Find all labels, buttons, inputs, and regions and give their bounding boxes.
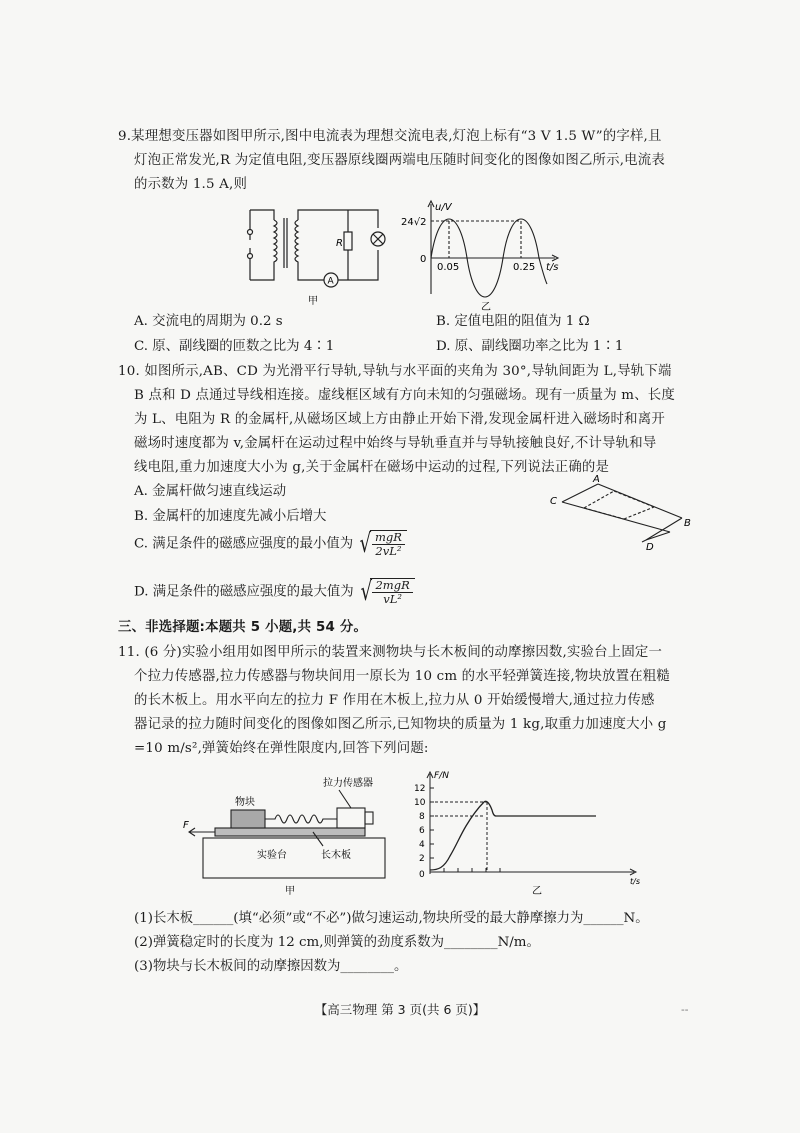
q10-option-d	[134, 578, 415, 606]
q9-option-d: D. 原、副线圈功率之比为 1∶1	[436, 339, 624, 354]
force-sensor	[337, 808, 365, 828]
terminal-top	[248, 230, 253, 235]
origin-label: 0	[420, 254, 427, 265]
sqrt-icon: √	[360, 577, 372, 607]
tick-label-0-05: 0.05	[437, 262, 460, 273]
section-3-heading: 三、非选择题:本题共 5 小题,共 54 分。	[118, 620, 368, 635]
q10-option-c-fraction: $\frac{\text{mgR}}{\text{2vL²}}$	[372, 531, 405, 558]
q10-line-5: 线电阻,重力加速度大小为 g,关于金属杆在磁场中运动的过程,下列说法正确的是	[134, 460, 610, 475]
bottom-connector	[642, 518, 682, 542]
q10-line-4: 磁场时速度都为 v,金属杆在运动过程中始终与导轨垂直并与导轨接触良好,不计导轨和导	[134, 436, 657, 451]
q10-option-b: B. 金属杆的加速度先减小后增大	[134, 509, 327, 524]
q10-option-c-text: C. 满足条件的磁感应强度的最小值为	[134, 536, 354, 552]
field-boundary-left	[584, 508, 624, 519]
point-c-label: C	[550, 496, 557, 507]
q9-line-3: 的示数为 1.5 A,则	[134, 177, 248, 192]
q10-line-3: 为 L、电阻为 R 的金属杆,从磁场区域上方由静止开始下滑,发现金属杆进入磁场时和离开	[134, 412, 665, 427]
q11-force-time-graph	[408, 766, 648, 901]
q9-line-2: 灯泡正常发光,R 为定值电阻,变压器原线圈两端电压随时间变化的图像如图乙所示,电流表	[134, 153, 665, 168]
q9-line-1: 9.某理想变压器如图甲所示,图中电流表为理想交流电表,灯泡上标有“3 V 1.5 W”的字样,且	[118, 129, 662, 144]
board-label: 长木板	[321, 850, 351, 861]
q9-option-b: B. 定值电阻的阻值为 1 Ω	[436, 314, 590, 329]
point-a-label: A	[593, 474, 600, 485]
sqrt-icon: √	[359, 529, 372, 559]
q10-option-a: A. 金属杆做匀速直线运动	[134, 484, 287, 499]
figure-yi-caption-2: 乙	[532, 886, 542, 897]
q11-line-2: 个拉力传感器,拉力传感器与物块间用一原长为 10 cm 的水平轻弹簧连接,物块放置在粗糙	[134, 669, 670, 684]
q11-line-1: 11. (6 分)实验小组用如图甲所示的装置来测物块与长木板间的动摩擦因数,实验台上固定一	[118, 645, 663, 660]
q11-subquestion-2: (2)弹簧稳定时的长度为 12 cm,则弹簧的劲度系数为________N/m。	[134, 935, 540, 950]
block-label: 物块	[235, 797, 255, 808]
q11-subquestion-1: (1)长木板______(填“必须”或“不必”)做匀速运动,物块所受的最大静摩擦力为______N。	[134, 911, 649, 926]
field-boundary-right	[614, 491, 654, 507]
block	[231, 810, 265, 828]
y-tick-12: 12	[414, 784, 426, 794]
point-b-label: B	[684, 518, 691, 529]
y-tick-0: 0	[419, 870, 425, 880]
ammeter-label: A	[327, 276, 334, 287]
sensor-label: 拉力传感器	[323, 778, 373, 789]
q10-line-1: 10. 如图所示,AB、CD 为光滑平行导轨,导轨与水平面的夹角为 30°,导轨间距为 L,导轨下端	[118, 364, 672, 379]
t-axis-label: t/s	[630, 877, 640, 886]
q10-rails-figure	[540, 474, 700, 554]
y-tick-10: 10	[414, 798, 426, 808]
spring	[265, 815, 337, 823]
x-axis-label: t/s	[546, 262, 559, 273]
figure-jia-caption: 甲	[308, 296, 318, 307]
q10-option-c	[134, 530, 407, 558]
tick-label-0-25: 0.25	[513, 262, 536, 273]
sensor-mount	[365, 812, 373, 824]
y-axis-label: u/V	[435, 202, 452, 213]
q9-option-c: C. 原、副线圈的匝数之比为 4∶1	[134, 339, 335, 354]
field-boundary-top	[584, 491, 614, 508]
y-tick-4: 4	[419, 840, 425, 850]
q9-voltage-graph	[395, 198, 575, 313]
q10-option-d-fraction: $\frac{\text{2mgR}}{\text{vL²}}$	[372, 579, 412, 606]
peak-dash-verticals	[449, 221, 521, 258]
y-tick-6: 6	[419, 826, 425, 836]
terminal-bottom	[248, 254, 253, 259]
q10-option-d-text: D. 满足条件的磁感应强度的最大值为	[134, 584, 354, 600]
q11-subquestion-3: (3)物块与长木板间的动摩擦因数为________。	[134, 959, 408, 974]
field-boundary-bottom	[624, 507, 654, 519]
q9-option-a: A. 交流电的周期为 0.2 s	[134, 314, 283, 329]
force-label: F	[183, 820, 189, 831]
q11-line-5: =10 m/s²,弹簧始终在弹性限度内,回答下列问题:	[134, 741, 429, 756]
lab-table	[203, 838, 385, 878]
y-tick-8: 8	[419, 812, 425, 822]
page-footer: 【高三物理 第 3 页(共 6 页)】	[314, 1002, 486, 1017]
peak-value-label: 24√2	[401, 217, 427, 228]
f-axis-label: F/N	[434, 771, 449, 781]
point-d-label: D	[646, 542, 654, 553]
y-tick-2: 2	[419, 854, 425, 864]
q11-line-4: 器记录的拉力随时间变化的图像如图乙所示,已知物块的质量为 1 kg,取重力加速度大小 g	[134, 717, 667, 732]
figure-jia-caption-2: 甲	[285, 886, 295, 897]
corner-mark: --	[681, 1003, 689, 1016]
force-curve	[430, 801, 596, 870]
sensor-leader-line	[339, 790, 351, 808]
q9-circuit-figure	[236, 200, 396, 310]
long-board	[215, 828, 365, 836]
q11-apparatus-figure	[175, 768, 400, 898]
figure-yi-caption: 乙	[481, 302, 491, 313]
table-label: 实验台	[257, 850, 287, 861]
resistor-label: R	[336, 238, 343, 249]
q11-line-3: 的长木板上。用水平向左的拉力 F 作用在木板上,拉力从 0 开始缓慢增大,通过拉力传感	[134, 693, 655, 708]
q10-line-2: B 点和 D 点通过导线相连接。虚线框区域有方向未知的匀强磁场。现有一质量为 m、长度	[134, 388, 675, 403]
